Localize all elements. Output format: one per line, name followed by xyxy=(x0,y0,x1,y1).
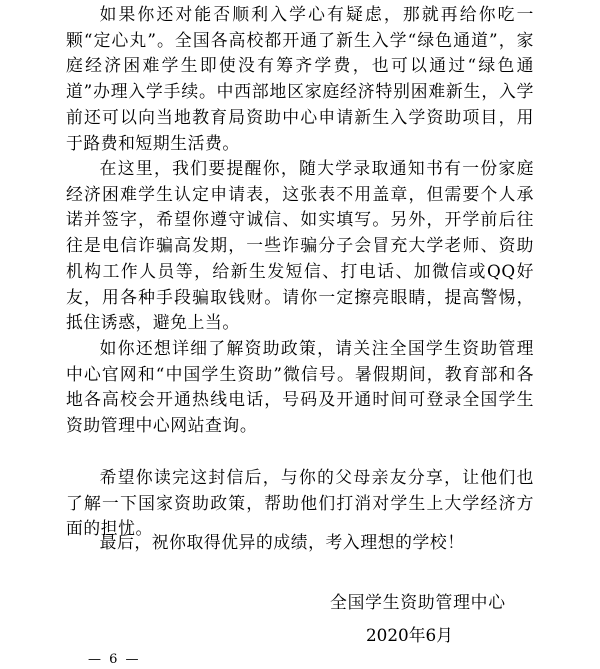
paragraph-closing-wish: 最后，祝你取得优异的成绩，考入理想的学校！ xyxy=(99,532,465,552)
paragraph-green-channel: 如果你还对能否顺利入学心有疑虑，那就再给你吃一颗“定心丸”。全国各高校都开通了新生入学“绿色通道”，家庭经济困难学生即使没有筹齐学费，也可以通过“绿色通道”办理入学手续。中西部地区家庭经济特别困难新生，入学前还可以向当地教育局资助中心申请新生入学资助项目，用于路费和短期生活费。 xyxy=(66,4,534,153)
signature-organization: 全国学生资助管理中心 xyxy=(330,592,506,612)
page-number: — 6 — xyxy=(88,652,141,667)
paragraph-share-with-family: 希望你读完这封信后，与你的父母亲友分享，让他们也了解一下国家资助政策，帮助他们打消对学生上大学经济方面的担忧。 xyxy=(66,467,534,539)
paragraph-fraud-warning: 在这里，我们要提醒你，随大学录取通知书有一份家庭经济困难学生认定申请表，这张表不用盖章，但需要个人承诺并签字，希望你遵守诚信、如实填写。另外，开学前后往往是电信诈骗高发期，一些诈骗分子会冒充大学老师、资助机构工作人员等，给新生发短信、打电话、加微信或QQ好友，用各种手段骗取钱财。请你一定擦亮眼睛，提高警惕，抵住诱惑，避免上当。 xyxy=(66,158,534,333)
signature-date: 2020年6月 xyxy=(366,625,453,645)
paragraph-policy-info: 如你还想详细了解资助政策，请关注全国学生资助管理中心官网和“中国学生资助”微信号。暑假期间，教育部和各地各高校会开通热线电话，号码及开通时间可登录全国学生资助管理中心网站查询。 xyxy=(66,338,534,436)
